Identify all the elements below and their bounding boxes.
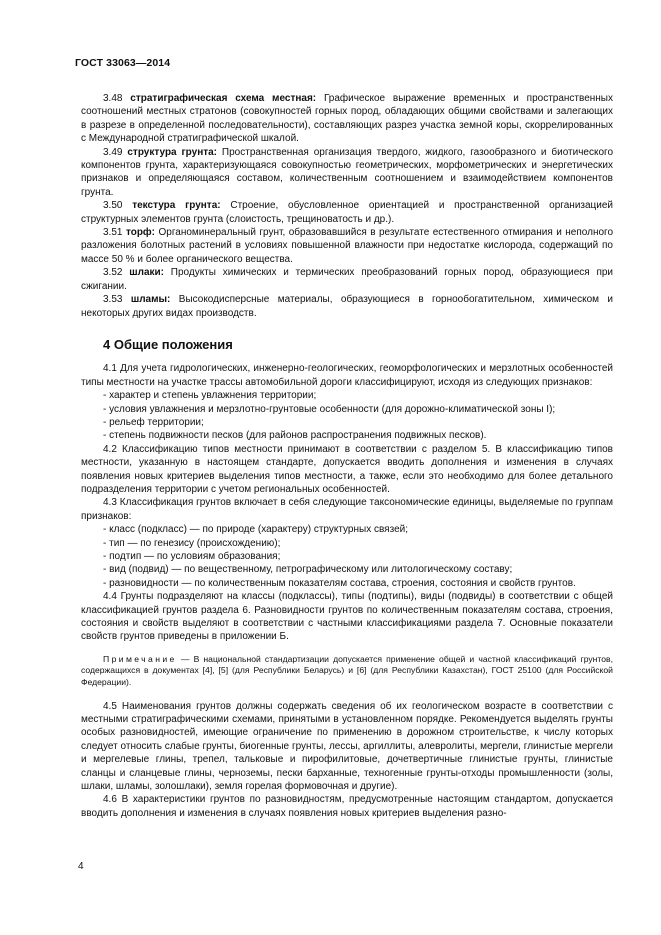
- paragraph-4-3: 4.3 Классификация грунтов включает в себя следующие таксономические единицы, выделяемые по группам признаков:: [81, 497, 613, 522]
- document-header: ГОСТ 33063—2014: [75, 57, 171, 69]
- page-number: 4: [78, 861, 84, 872]
- list-item: - разновидности — по количественным показателям состава, строения, состояния и свойств грунтов.: [103, 577, 576, 589]
- term-title: структура грунта:: [127, 146, 218, 158]
- paragraph-4-1: 4.1 Для учета гидрологических, инженерно-геологических, геоморфологических и мерзлотных особенностей типы местности на участке трассы автомобильной дороги классифицируют, исходя из следующих признаков:: [81, 363, 613, 388]
- term-title: торф:: [125, 227, 156, 239]
- note-label: Примечание: [103, 653, 177, 664]
- term-3-53: 3.53 шламы: Высокодисперсные материалы, образующиеся в горнообогатительном, химическом и некоторых других видах производств.: [81, 294, 614, 319]
- note: [81, 654, 613, 689]
- term-title: стратиграфическая схема местная:: [130, 93, 317, 104]
- list-item: - степень подвижности песков (для районов распространения подвижных песков).: [103, 430, 487, 442]
- list-item: - вид (подвид) — по вещественному, петрографическому или литологическому составу;: [103, 564, 513, 576]
- paragraph-4-2: 4.2 Классификацию типов местности принимают в соответствии с разделом 5. В классификацию типов местности, указанную в настоящем стандарте, допускается вводить дополнения и изменения в случаях появления новых критериев выделения типов местности, а также, если это необходимо для более детального подразделения территории с учетом региональных особенностей.: [81, 443, 613, 495]
- list-item: - условия увлажнения и мерзлотно-грунтовые особенности (для дорожно-климатической зоны I);: [103, 403, 556, 415]
- section-heading: 4 Общие положения: [103, 336, 233, 352]
- list-item: - подтип — по условиям образования;: [103, 551, 281, 562]
- list-item: - тип — по генезису (происхождению);: [103, 537, 281, 549]
- term-title: шламы:: [130, 294, 171, 306]
- term-3-50: 3.50 текстура грунта: Строение, обусловленное ориентацией и пространственной организацией структурных элементов грунта (слоистость, трещиноватость и др.).: [81, 200, 614, 225]
- term-3-51: 3.51 торф: Органоминеральный грунт, образовавшийся в результате естественного отмирания и неполного разложения болотных растений в условиях повышенной влажности при недостатке кислорода, содержащий по массе 50 % и более органического вещества.: [81, 227, 614, 265]
- paragraph-4-5: 4.5 Наименования грунтов должны содержать сведения об их геологическом возрасте в соответствии с местными стратиграфическими схемами, принятыми в установленном порядке. Рекомендуется выделять грунты особых разновидностей, имеющие ограничение по применению в дорожном строительстве, к числу которых следует относить слабые грунты, биогенные грунты, лессы, аргиллиты, алевролиты, мергели, глинистые мергели и мергелевые глины, трепел, тальковые и пирофилитовые, дочетвертичные глинистые грунты, глинистые сланцы и сланцевые глины, черноземы, пески барханные, техногенные грунты-отходы промышленности (золы, шлаки, шламы, золошлаки), земля горелая формовочная и другие).: [81, 700, 613, 793]
- paragraph-4-6: 4.6 В характеристики грунтов по разновидностям, предусмотренные настоящим стандартом, допускается вводить дополнения и изменения в случаях появления новых критериев выделения разно-: [81, 794, 613, 819]
- paragraph-4-4: 4.4 Грунты подразделяют на классы (подклассы), типы (подтипы), виды (подвиды) в соответствии с общей классификацией грунтов раздела 6. Разновидности грунтов по количественным показателям состава, строения, состояния и свойств выделяют в соответствии с частными классификациями раздела 7. Основные показатели свойств грунтов приведены в приложении Б.: [81, 591, 613, 643]
- list-item: - класс (подкласс) — по природе (характеру) структурных связей;: [103, 524, 408, 536]
- term-title: текстура грунта:: [132, 200, 221, 212]
- list-item: - характер и степень увлажнения территории;: [103, 390, 317, 402]
- term-title: шлаки:: [129, 267, 164, 279]
- document-body: [81, 92, 613, 820]
- list-item: - рельеф территории;: [103, 416, 204, 428]
- term-3-52: 3.52 шлаки: Продукты химических и термических преобразований горных пород, образующиеся при сжигании.: [81, 267, 614, 292]
- term-3-48: 3.48 стратиграфическая схема местная: Графическое выражение временных и пространственных соотношений местных стратонов (совокупностей горных пород, обладающих общими свойствами и залегающих в разрезе в определенной последовательности), составляющих разрез участка земной коры, скоррелированных с Международной стратиграфической шкалой.: [81, 93, 613, 145]
- term-3-49: 3.49 структура грунта: Пространственная организация твердого, жидкого, газообразного и биотического компонентов грунта, характеризующаяся совокупностью геометрических, морфометрических и энергетических признаков и определяющаяся составом, количественным соотношением и взаимодействием компонентов грунта.: [81, 146, 614, 198]
- note-text: — В национальной стандартизации допускается применение общей и частной классификаций грунтов, содержащихся в документах [4], [5] (для Республики Беларусь) и [6] (для Республики Казахстан), ГОСТ 25100 (для Российской Федерации).: [81, 653, 613, 688]
